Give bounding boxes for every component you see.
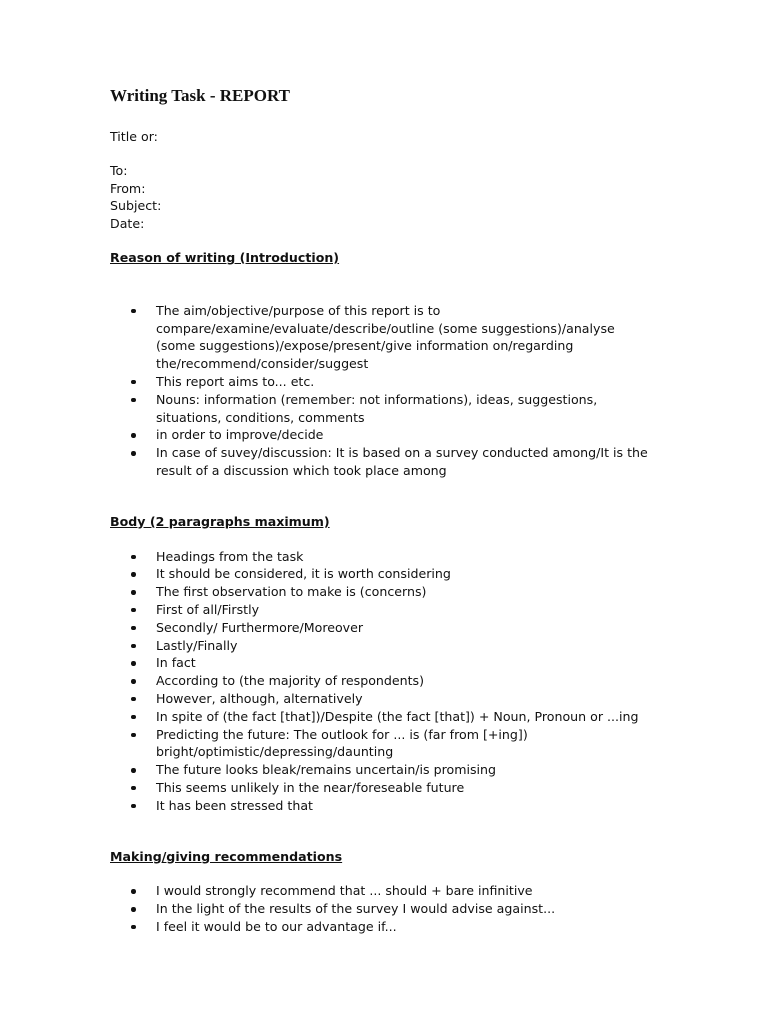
bullet-icon xyxy=(131,768,136,773)
list-item: Headings from the task xyxy=(110,548,656,566)
from-label: From: xyxy=(110,180,146,196)
to-label: To: xyxy=(110,162,128,178)
bullet-icon xyxy=(131,309,136,314)
section-heading-body: Body (2 paragraphs maximum) xyxy=(110,513,330,529)
introduction-list xyxy=(110,302,670,480)
bullet-icon xyxy=(131,451,136,456)
list-item: I would strongly recommend that ... should + bare infinitive xyxy=(110,882,656,900)
bullet-icon xyxy=(131,715,136,720)
list-item: It has been stressed that xyxy=(110,797,656,815)
list-item: Predicting the future: The outlook for ... is (far from [+ing]) bright/optimistic/depressing/daunting xyxy=(110,726,656,762)
list-item: First of all/Firstly xyxy=(110,601,656,619)
date-label: Date: xyxy=(110,216,145,232)
list-item: According to (the majority of respondents) xyxy=(110,672,656,690)
bullet-icon xyxy=(131,590,136,595)
recommendations-list xyxy=(110,882,670,935)
bullet-icon xyxy=(131,679,136,684)
bullet-icon xyxy=(131,398,136,403)
bullet-icon xyxy=(131,925,136,930)
section-heading-recommendations: Making/giving recommendations xyxy=(110,848,343,864)
bullet-icon xyxy=(131,697,136,702)
bullet-icon xyxy=(131,786,136,791)
document-page xyxy=(110,84,670,936)
bullet-icon xyxy=(131,804,136,809)
body-list xyxy=(110,548,670,815)
list-item: The first observation to make is (concerns) xyxy=(110,583,656,601)
list-item: The aim/objective/purpose of this report is to compare/examine/evaluate/describe/outline (some suggestions)/analyse (some suggestions)/expose/present/give information on/regarding the/recommend/consider/suggest xyxy=(110,302,656,373)
list-item: However, although, alternatively xyxy=(110,690,656,708)
list-item: It should be considered, it is worth considering xyxy=(110,565,656,583)
bullet-icon xyxy=(131,433,136,438)
bullet-icon xyxy=(131,733,136,738)
bullet-icon xyxy=(131,661,136,666)
list-item: Secondly/ Furthermore/Moreover xyxy=(110,619,656,637)
document-title: Writing Task - REPORT xyxy=(110,86,290,105)
list-item: This report aims to... etc. xyxy=(110,373,656,391)
list-item: In the light of the results of the survey I would advise against... xyxy=(110,900,656,918)
bullet-icon xyxy=(131,380,136,385)
bullet-icon xyxy=(131,644,136,649)
list-item: In spite of (the fact [that])/Despite (the fact [that]) + Noun, Pronoun or ...ing xyxy=(110,708,656,726)
subject-label: Subject: xyxy=(110,198,162,214)
list-item: In fact xyxy=(110,654,656,672)
bullet-icon xyxy=(131,555,136,560)
list-item: Nouns: information (remember: not informations), ideas, suggestions, situations, conditions, comments xyxy=(110,391,656,427)
list-item: The future looks bleak/remains uncertain/is promising xyxy=(110,761,656,779)
section-heading-introduction: Reason of writing (Introduction) xyxy=(110,249,340,265)
title-or-label: Title or: xyxy=(110,129,158,144)
list-item: This seems unlikely in the near/foreseable future xyxy=(110,779,656,797)
list-item: I feel it would be to our advantage if... xyxy=(110,918,656,936)
list-item: Lastly/Finally xyxy=(110,637,656,655)
list-item: in order to improve/decide xyxy=(110,426,656,444)
list-item: In case of suvey/discussion: It is based on a survey conducted among/It is the result of a discussion which took place among xyxy=(110,444,656,480)
bullet-icon xyxy=(131,907,136,912)
bullet-icon xyxy=(131,572,136,577)
bullet-icon xyxy=(131,889,136,894)
bullet-icon xyxy=(131,608,136,613)
bullet-icon xyxy=(131,626,136,631)
